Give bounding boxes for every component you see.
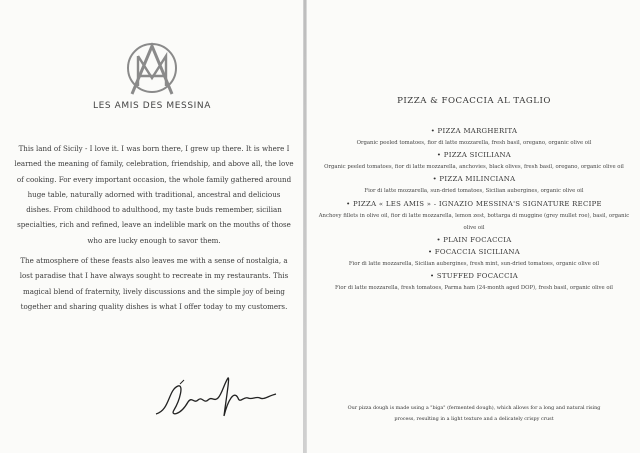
story-text [14,141,294,319]
menu-title: PIZZA & FOCACCIA AL TAGLIO [397,96,551,106]
menu-item-desc: Organic peeled tomatoes, fior di latte mozzarella, fresh basil, oregano, organic olive oil [356,140,592,146]
menu-item-name: • PIZZA MARGHERITA [430,127,518,135]
right-page [306,0,640,453]
story-paragraph: This land of Sicily - I love it. I was born there, I grew up there. It is where I learned the meaning of family, celebration, friendship, and above all, the love of cooking. For every important occasion, the whole family gathered around huge table, naturally adorned with traditional, ancestral and delicious dishes. From childhood to adulthood, my taste buds remember, sicilian specialties, rich and refined, leave an indelible mark on the mouths of those who are lucky enough to savor them. [14,144,294,245]
menu-item-name: • PLAIN FOCACCIA [436,236,512,245]
menu-item-desc: Fior di latte mozzarella, Sicilian aubergines, fresh mint, sun-dried tomatoes, organic olive oil [348,261,600,268]
menu-item-desc: Fior di latte mozzarella, sun-dried tomatoes, Sicilian aubergines, organic olive oil [364,188,584,195]
menu-item-name: • PIZZA MILINCIANA [432,175,516,184]
brand-logo-icon [118,38,186,100]
menu-item-desc: Fior di latte mozzarella, fresh tomatoes, Parma ham (24-month aged DOP), fresh basil, organic olive oil [335,285,613,292]
menu-item-desc: Anchovy fillets in olive oil, fior di latte mozzarella, lemon zest, bottarga di muggine (grey mullet roe), basil, organic olive oil [318,212,630,231]
menu-item-name: • PIZZA « LES AMIS » - IGNAZIO MESSINA'S SIGNATURE RECIPE [346,199,602,208]
left-page [0,0,304,453]
menu-item-name: • FOCACCIA SICILIANA [427,248,521,257]
menu-item-desc: Organic peeled tomatoes, fior di latte mozzarella, anchovies, black olives, fresh basil, oregano, organic olive oil [324,164,624,171]
menu-list [315,125,633,294]
signature-image [150,370,280,422]
menu-item-name: • STUFFED FOCACCIA [429,272,518,281]
dough-note: Our pizza dough is made using a "biga" (fermented dough), which allows for a long and natural rising process, resulting in a light texture and a delicately crispy crust [347,405,601,422]
story-paragraph: The atmosphere of these feasts also leaves me with a sense of nostalgia, a lost paradise that I have always sought to recreate in my restaurants. This magical blend of fraternity, lively discussions and the simple joy of being together and sharing quality dishes is what I offer today to my customers. [19,256,289,311]
menu-item-name: • PIZZA SICILIANA [436,151,512,160]
brand-name: LES AMIS DES MESSINA [92,101,212,111]
